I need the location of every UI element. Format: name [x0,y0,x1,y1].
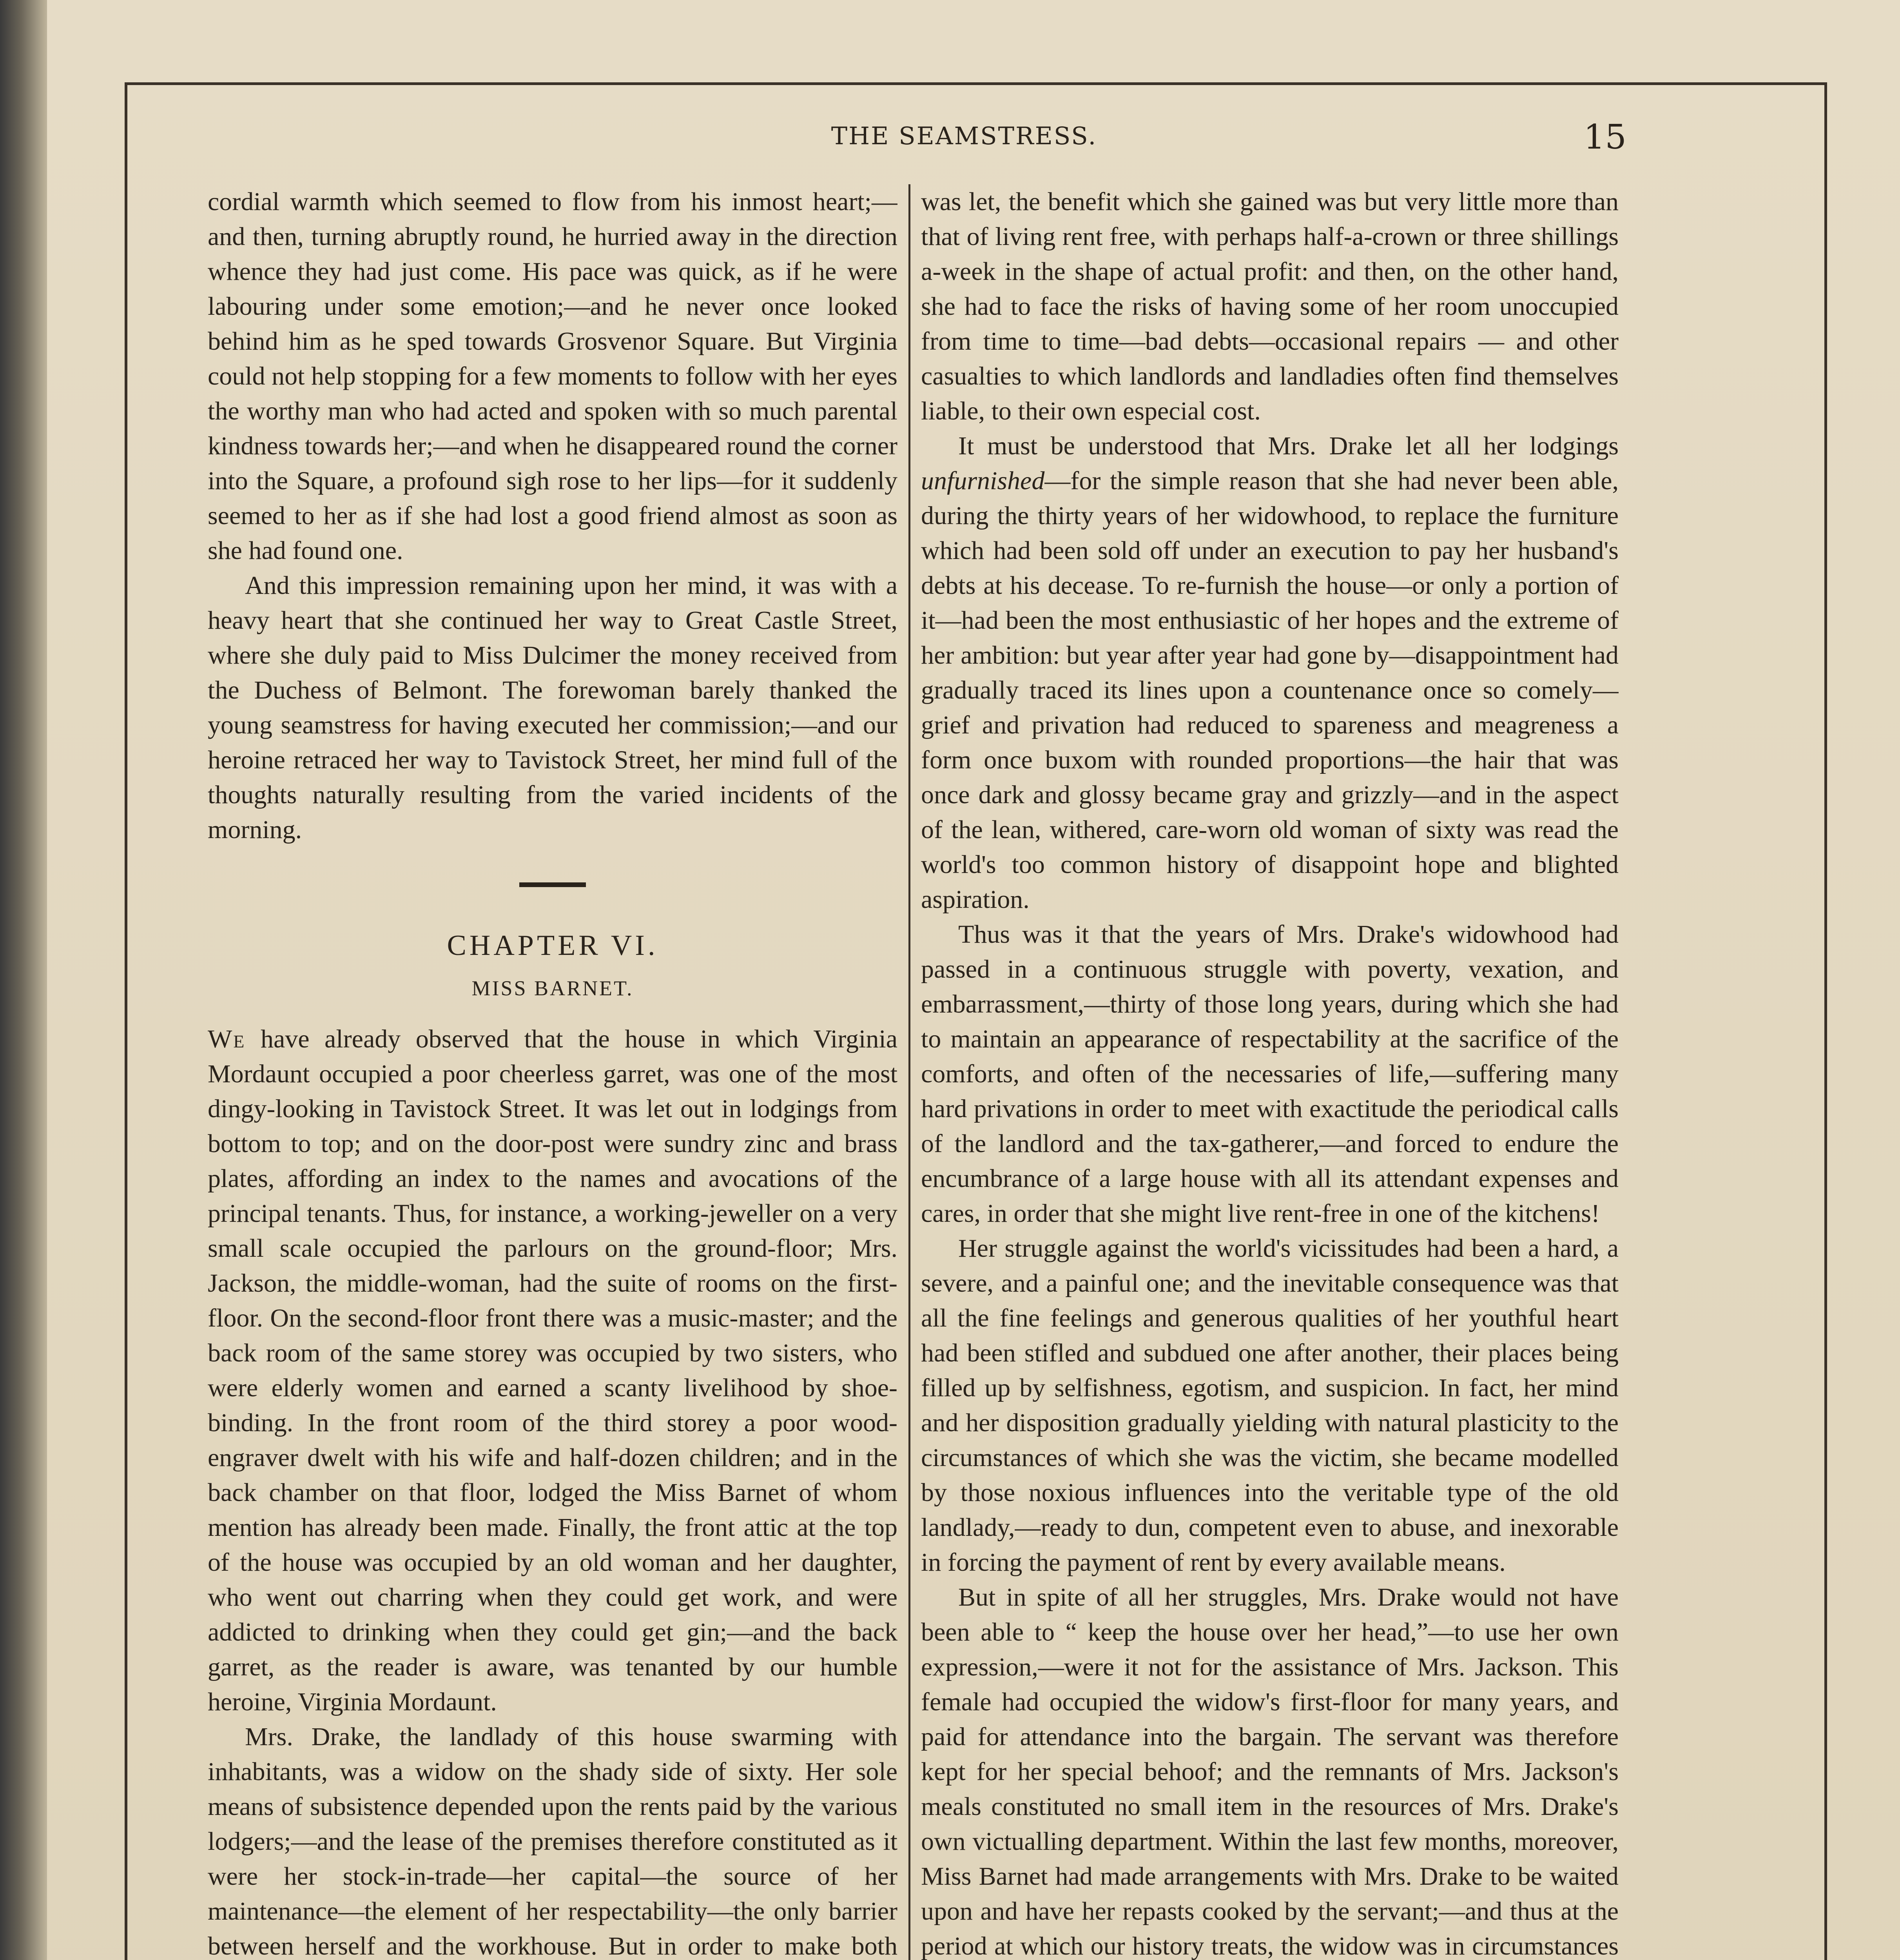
book-spine-shadow [0,0,47,1960]
left-column [208,184,897,1960]
chapter-title: CHAPTER VI. [447,929,658,962]
paragraph: Thus was it that the years of Mrs. Drake's widowhood had passed in a continuous struggle with poverty, vexation, and embarrassment,—thirty of those long years, during which she had to maintain an appearance of respectability at the sacrifice of the comforts, and often of the necessaries of life,—suffering many hard privations in order to meet with exactitude the periodical calls of the landlord and the tax-gatherer,—and forced to endure the encumbrance of a large house with all its attendant expenses and cares, in order that she might live rent-free in one of the kitchens! [921,920,1619,1228]
paragraph-text: have already observed that the house in which Virginia Mordaunt occupied a poor cheerless garret, was one of the most dingy-looking in Tavistock Street. It was let out in lodgings from bottom to top; and on the door-post were sundry zinc and brass plates, affording an index to the names and avocations of the principal tenants. Thus, for instance, a working-jeweller on a very small scale occupied the parlours on the ground-floor; Mrs. Jackson, the middle-woman, had the suite of rooms on the first-floor. On the second-floor front there was a music-master; and the back room of the same storey was occupied by two sisters, who were elderly women and earned a scanty livelihood by shoe-binding. In the front room of the third storey a poor wood-engraver dwelt with his wife and half-dozen children; and in the back chamber on that floor, lodged the Miss Barnet of whom mention has already been made. Finally, the front attic at the top of the house was occupied by an old woman and her daughter, who went out charring when they could get work, and were addicted to drinking when they could get gin;—and the back garret, as the reader is aware, was tenanted by our humble heroine, Virginia Mordaunt. [208,1025,897,1716]
paragraph [921,428,1619,917]
paragraph: Her struggle against the world's vicissitudes had been a hard, a severe, and a painful one; and the inevitable consequence was that all the fine feelings and generous qualities of her youthful heart had been stifled and subdued one after another, their places being filled up by selfishness, egotism, and suspicion. In fact, her mind and her disposition gradually yielding with natural plasticity to the circumstances of which she was the victim, she became modelled by those noxious influences into the veritable type of the old landlady,—ready to dun, competent even to abuse, and inexorable in forcing the payment of rent by every available means. [921,1234,1619,1577]
paragraph: was let, the benefit which she gained was but very little more than that of living rent free, with perhaps half-a-crown or three shillings a-week in the shape of actual profit: and then, on the other hand, she had to face the risks of having some of her room unoccupied from time to time—bad debts—occasional repairs — and other casualties to which landlords and landladies often find themselves liable, to their own especial cost. [921,187,1619,425]
paragraph-text: It must be understood that Mrs. Drake let all her lodgings [958,432,1619,460]
section-rule [519,882,586,887]
page-number: 15 [1583,118,1626,157]
paragraph: Mrs. Drake, the landlady of this house swarming with inhabitants, was a widow on the shady side of sixty. Her sole means of subsistence depended upon the rents paid by the various lodgers;—and the lease of the premises therefore constituted as it were her stock-in-trade—her capital—the source of her maintenance—the element of her respectability—the only barrier between herself and the workhouse. But in order to make both [208,1722,897,1960]
paragraph-text: —for the simple reason that she had never been able, during the thirty years of her widowhood, to replace the furniture which had been sold off under an execution to pay her husband's debts at his decease. To re-furnish the house—or only a portion of it—had been the most enthusiastic of her hopes and the extreme of her ambition: but year after year had gone by—disappointment had gradually traced its lines upon a countenance once so comely—grief and privation had reduced to spareness and meagreness a form once buxom with rounded proportions—the hair that was once dark and glossy became gray and grizzly—and in the aspect of the lean, withered, care-worn old woman of sixty was read the world's too common history of disappoint hope and blighted aspiration. [921,466,1619,914]
right-column [921,184,1619,1960]
emphasis-word: unfurnished [921,466,1045,495]
paragraph [208,1022,897,1719]
paragraph: cordial warmth which seemed to flow from his inmost heart;—and then, turning abruptly round, he hurried away in the direction whence they had just come. His pace was quick, as if he were labouring under some emotion;—and he never once looked behind him as he sped towards Grosvenor Square. But Virginia could not help stopping for a few moments to follow with her eyes the worthy man who had acted and spoken with so much parental kindness towards her;—and when he disappeared round the corner into the Square, a profound sigh rose to her lips—for it suddenly seemed to her as if she had lost a good friend almost as soon as she had found one. [208,187,897,565]
chapter-opening-word: We [208,1025,246,1053]
running-head: THE SEAMSTRESS. [831,122,1097,150]
chapter-subtitle: MISS BARNET. [471,976,634,1000]
paragraph: And this impression remaining upon her mind, it was with a heavy heart that she continued her way to Great Castle Street, where she duly paid to Miss Dulcimer the money received from the Duchess of Belmont. The forewoman barely thanked the young seamstress for having executed her commission;—and our heroine retraced her way to Tavistock Street, her mind full of the thoughts naturally resulting from the varied incidents of the morning. [208,571,897,844]
column-divider [908,184,910,1960]
paragraph: But in spite of all her struggles, Mrs. Drake would not have been able to “ keep the house over her head,”—to use her own expression,—were it not for the assistance of Mrs. Jackson. This female had occupied the widow's first-floor for many years, and paid for attendance into the bargain. The servant was therefore kept for her special behoof; and the remnants of Mrs. Jackson's meals constituted no small item in the resources of Mrs. Drake's own victualling department. Within the last few months, moreover, Miss Barnet had made arrangements with Mrs. Drake to be waited upon and have her repasts cooked by the servant;—and thus at the period at which our history treats, the widow was in circumstances [921,1583,1619,1960]
